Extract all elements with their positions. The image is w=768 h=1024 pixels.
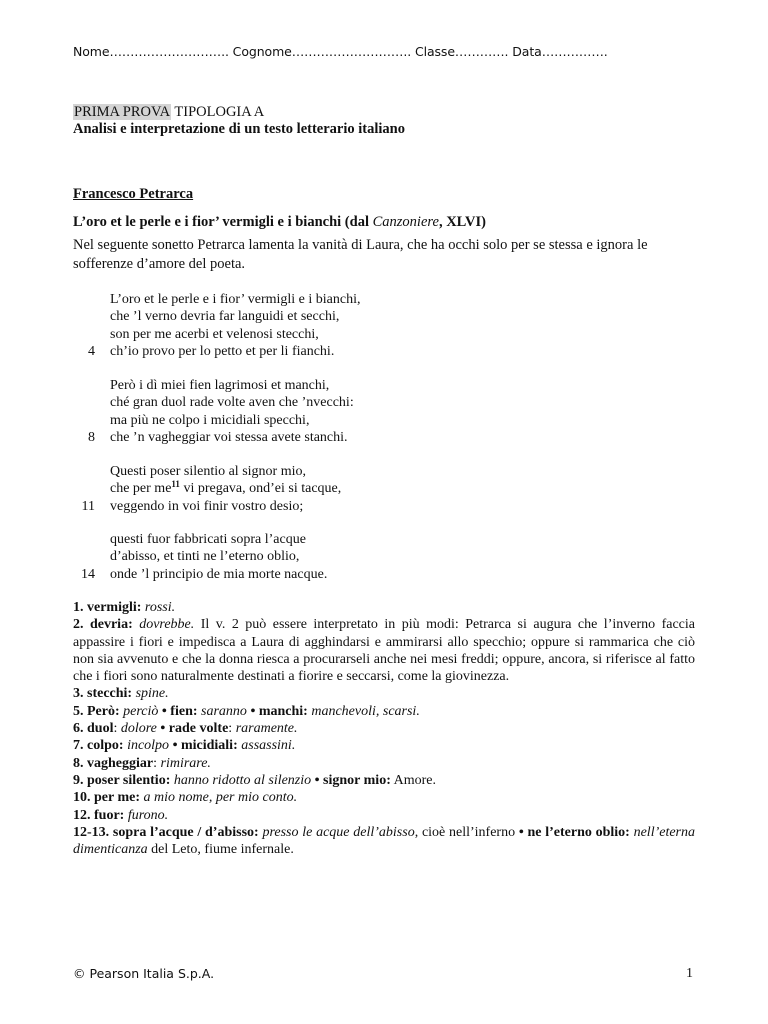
note-gloss: presso le acque dell’abisso [258, 824, 415, 840]
note-gloss: rimirare. [160, 755, 211, 771]
note-gloss: a mio nome, per mio conto. [140, 790, 298, 806]
note [73, 616, 695, 685]
note-text: Amore. [390, 772, 436, 788]
verse [73, 480, 341, 497]
stanza-1 [73, 291, 360, 360]
title-rest: TIPOLOGIA A [171, 104, 265, 120]
copyright-footer: © Pearson Italia S.p.A. [73, 966, 215, 981]
note-gloss: assassini. [237, 738, 296, 754]
glossary-notes [73, 599, 695, 858]
note [73, 599, 695, 616]
verse-text: veggendo in voi finir vostro desio; [110, 498, 304, 514]
title-highlight: PRIMA PROVA [74, 104, 171, 120]
line-number: 14 [81, 566, 95, 582]
verse: son per me acerbi et velenosi stecchi, [110, 326, 319, 342]
author-name: Francesco Petrarca [73, 186, 194, 202]
page-number: 1 [686, 966, 693, 981]
line-number: 8 [88, 429, 95, 445]
note-term: • rade volte [156, 721, 229, 737]
verse-text: onde ’l principio de mia morte nacque. [110, 566, 328, 582]
poem-title [73, 214, 486, 231]
note-term: • micidiali: [169, 738, 238, 754]
line-number: 4 [88, 343, 95, 359]
verse: che ’l verno devria far languidi et secchi, [110, 309, 340, 325]
note-term: 7. colpo: [73, 738, 124, 754]
footnote-marker: 11 [171, 479, 180, 490]
note-term: 12. fuor: [73, 807, 125, 823]
verse: ché gran duol rade volte aven che ’nvecchi: [110, 395, 354, 411]
stanza-4 [73, 531, 327, 583]
verse: L’oro et le perle e i fior’ vermigli e i bianchi, [110, 292, 361, 307]
verse-text: che per me [110, 481, 172, 497]
note-term: 5. Però: [73, 703, 120, 719]
poem-title-end: , XLVI) [438, 214, 486, 230]
note-term: • ne l’eterno oblio: [518, 824, 630, 840]
verse-text: ch’io provo per lo petto et per li fianchi. [110, 343, 335, 359]
verse [73, 566, 327, 583]
note-gloss: furono. [124, 807, 169, 823]
note-term: 1. vermigli: [73, 600, 142, 615]
intro-paragraph: Nel seguente sonetto Petrarca lamenta la vanità di Laura, che ha occhi solo per se stessa e ignora le sofferenze d’amore del poeta. [73, 237, 648, 272]
note-term: • manchi: [246, 703, 308, 719]
student-info-line: Nome……………………….. Cognome……………………….. Classe…………. Data……………. [73, 44, 608, 59]
stanza-3 [73, 463, 341, 515]
note-term: 8. vagheggiar [73, 755, 154, 771]
note-term: 12-13. sopra l’acque / d’abisso: [73, 824, 259, 840]
note-gloss: rossi. [141, 600, 176, 615]
note-text: : [113, 721, 121, 737]
exam-title [73, 104, 405, 138]
poem-source: Canzoniere [372, 214, 439, 230]
note [73, 737, 695, 754]
line-number: 11 [81, 498, 95, 514]
note-term: 6. duol [73, 721, 114, 737]
note-text: , cioè nell’inferno [414, 824, 519, 840]
verse [73, 343, 360, 360]
verse [73, 429, 354, 446]
poem-title-main: L’oro et le perle e i fior’ vermigli e i bianchi (dal [73, 214, 373, 230]
note-text: del Leto, fiume infernale. [147, 842, 294, 858]
note-gloss: spine. [132, 686, 169, 702]
note-gloss: dovrebbe. [132, 617, 195, 633]
note-term: • fien: [158, 703, 198, 719]
note-gloss: nell’eterna dimenticanza [73, 824, 696, 858]
note [73, 789, 695, 806]
exam-subtitle: Analisi e interpretazione di un testo letterario italiano [73, 121, 405, 137]
note-term: 9. poser silentio: [73, 772, 171, 788]
note-gloss: perciò [119, 703, 159, 719]
note-text: Il v. 2 può essere interpretato in più modi: Petrarca si augura che l’inverno faccia appassire i fiori e impedisca a Laura di agghindarsi e ammirarsi allo specchio; oppure si rammarica che ciò non sia avvenuto e che la donna riesca a procurarseli anche nei mesi freddi; oppure, ancora, si riferisce al fatto che i fiori sono naturalmente destinati a fiorire e seccarsi, come la giovinezza. [73, 617, 695, 685]
note-gloss: manchevoli, scarsi. [307, 703, 420, 719]
note-gloss: raramente. [235, 721, 298, 737]
note [73, 685, 695, 702]
note-text: : [153, 755, 161, 771]
note [73, 824, 695, 859]
note-gloss: saranno [197, 703, 247, 719]
note-gloss: incolpo [123, 738, 170, 754]
note [73, 720, 695, 737]
verse [73, 498, 341, 515]
note-term: 2. devria: [73, 617, 133, 633]
note-term: 10. per me: [73, 790, 140, 806]
verse: questi fuor fabbricati sopra l’acque [110, 532, 306, 547]
note-gloss: hanno ridotto al silenzio [170, 772, 312, 788]
note [73, 755, 695, 772]
note [73, 703, 695, 720]
note-gloss: dolore [120, 721, 157, 737]
verse-text: vi pregava, ond’ei si tacque, [179, 481, 342, 497]
note-term: 3. stecchi: [73, 686, 133, 702]
verse: ma più ne colpo i micidiali specchi, [110, 412, 310, 428]
verse: Questi poser silentio al signor mio, [110, 464, 306, 479]
verse-text: che ’n vagheggiar voi stessa avete stanchi. [110, 429, 348, 445]
note-term: • signor mio: [311, 772, 391, 788]
verse: Però i dì miei fien lagrimosi et manchi, [110, 378, 330, 393]
note [73, 807, 695, 824]
note-text: : [228, 721, 236, 737]
note [73, 772, 695, 789]
verse: d’abisso, et tinti ne l’eterno oblio, [110, 549, 300, 565]
stanza-2 [73, 377, 354, 446]
